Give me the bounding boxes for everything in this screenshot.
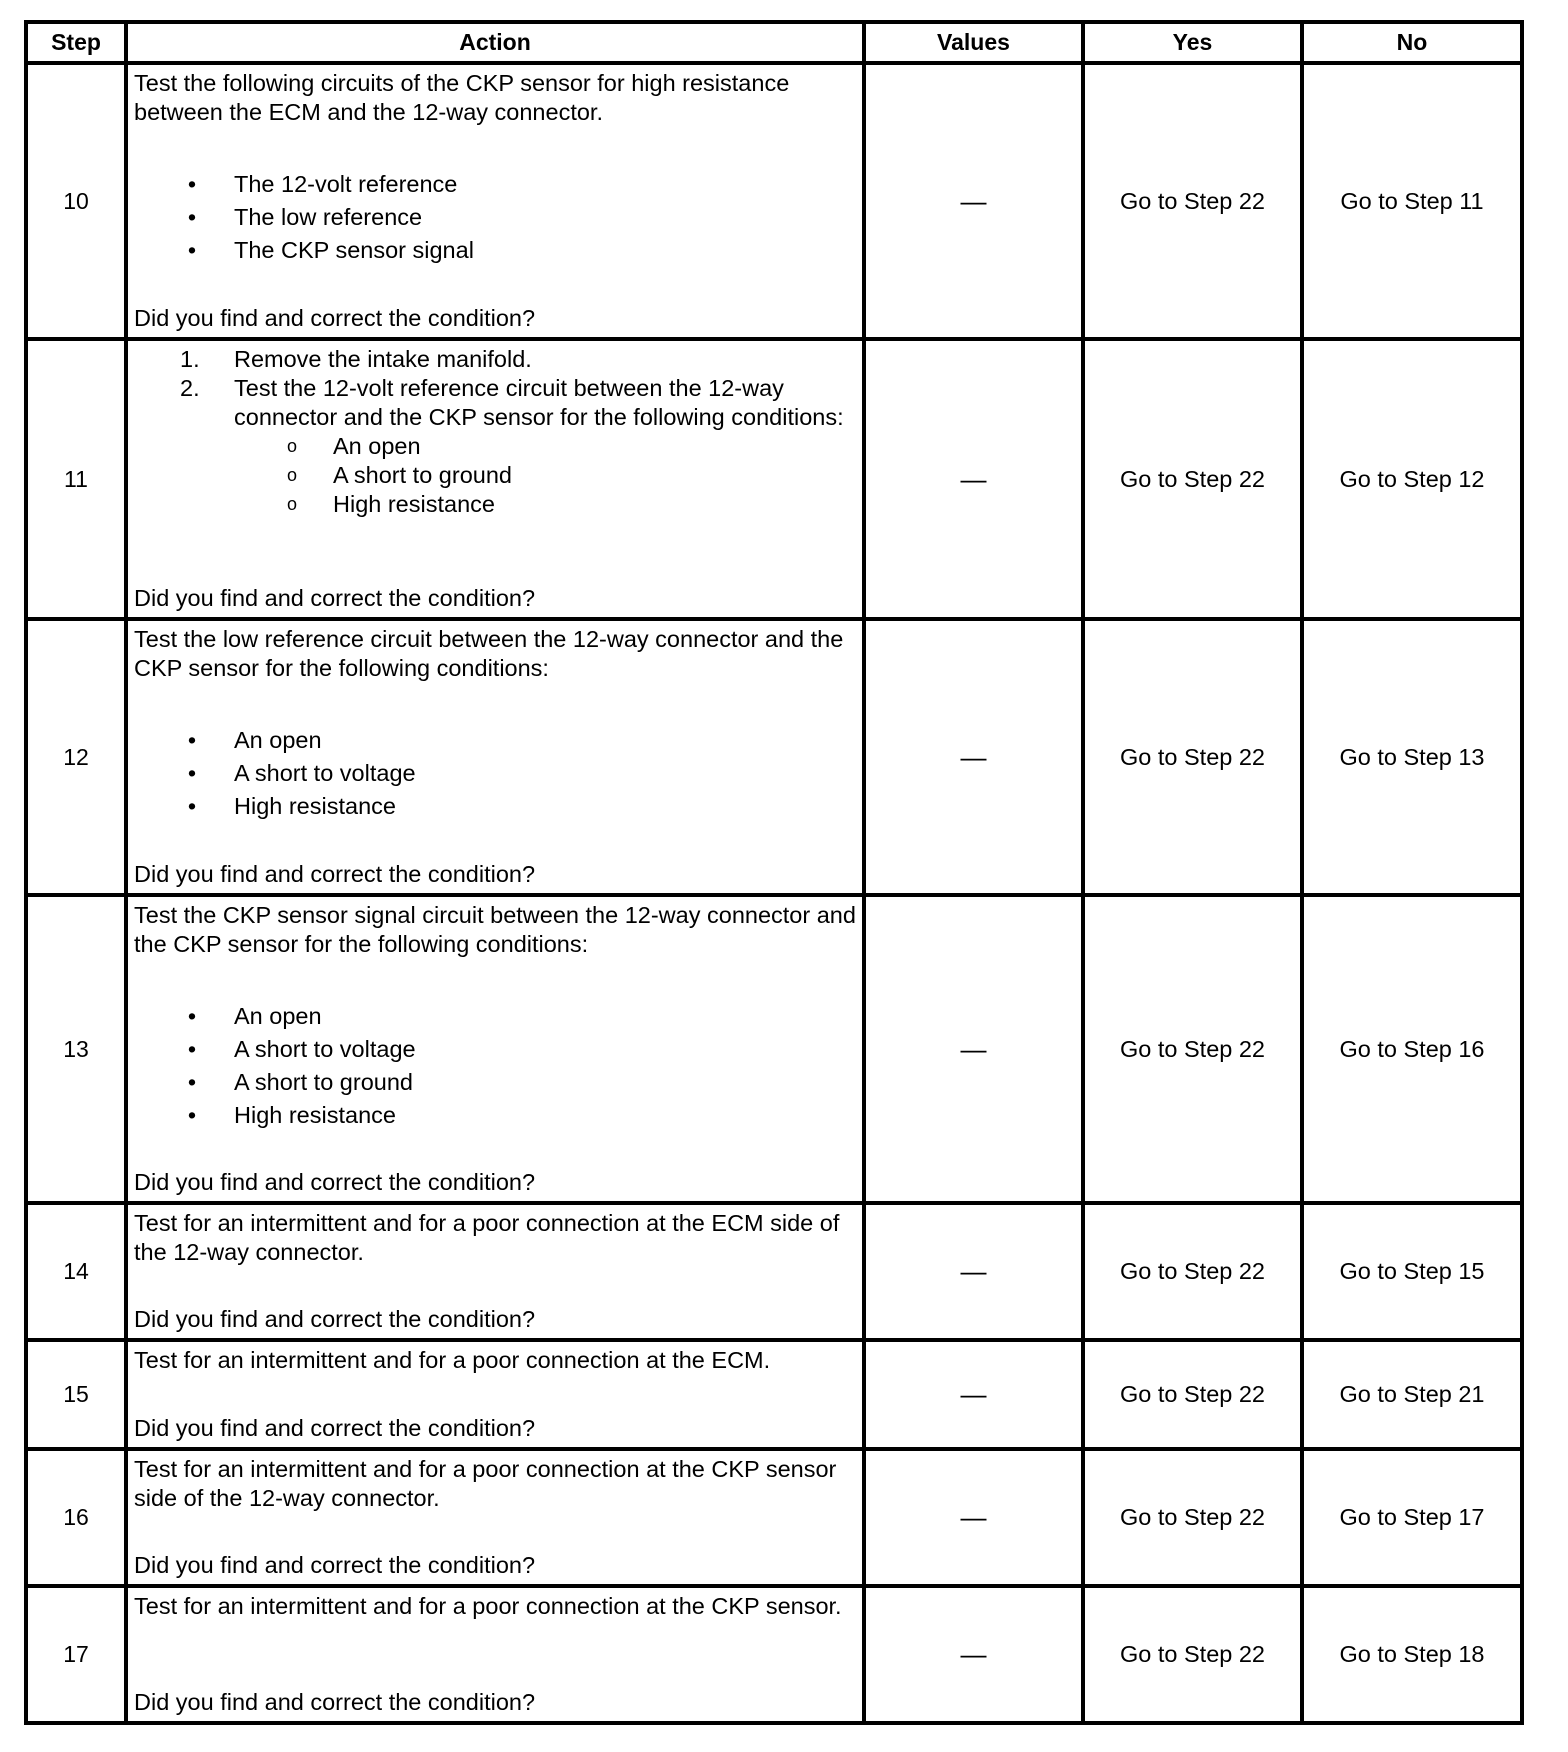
table-row: [26, 339, 1522, 619]
yes-cell: Go to Step 22: [1083, 1340, 1302, 1449]
step-number: 16: [26, 1449, 126, 1586]
bullet-list: [134, 726, 858, 821]
yes-cell: Go to Step 22: [1083, 895, 1302, 1203]
step-number: 12: [26, 619, 126, 895]
action-question: Did you find and correct the condition?: [134, 1169, 536, 1195]
list-item: 2. Test the 12-volt reference circuit between the 12-way connector and the CKP sensor for the following conditions:: [180, 375, 844, 430]
yes-cell: Go to Step 22: [1083, 339, 1302, 619]
numbered-list: [134, 345, 858, 432]
action-intro: Test the low reference circuit between the 12-way connector and the CKP sensor for the following conditions:: [134, 626, 844, 681]
header-action: Action: [126, 22, 864, 63]
table-row: [26, 895, 1522, 1203]
header-no: No: [1302, 22, 1522, 63]
list-item: • The CKP sensor signal: [187, 237, 474, 263]
values-cell: —: [864, 619, 1083, 895]
values-cell: —: [864, 1203, 1083, 1340]
no-cell: Go to Step 16: [1302, 895, 1522, 1203]
values-cell: —: [864, 895, 1083, 1203]
action-intro: Test for an intermittent and for a poor connection at the CKP sensor.: [134, 1593, 842, 1619]
values-cell: —: [864, 63, 1083, 339]
step-number: 15: [26, 1340, 126, 1449]
table-row: [26, 619, 1522, 895]
list-item: • The 12-volt reference: [187, 171, 458, 197]
list-item: • A short to ground: [187, 1069, 413, 1095]
list-item: o An open: [286, 433, 421, 459]
list-item: 1. Remove the intake manifold.: [180, 346, 532, 372]
header-step: Step: [26, 22, 126, 63]
action-question: Did you find and correct the condition?: [134, 305, 536, 331]
values-cell: —: [864, 1449, 1083, 1586]
action-cell: [126, 1586, 864, 1723]
values-cell: —: [864, 1586, 1083, 1723]
no-cell: Go to Step 15: [1302, 1203, 1522, 1340]
table-row: [26, 1340, 1522, 1449]
step-number: 17: [26, 1586, 126, 1723]
action-cell: [126, 1449, 864, 1586]
header-yes: Yes: [1083, 22, 1302, 63]
list-item: • High resistance: [187, 793, 396, 819]
header-row: [26, 22, 1522, 63]
values-cell: —: [864, 339, 1083, 619]
list-item: • An open: [187, 1003, 322, 1029]
action-intro: Test the following circuits of the CKP sensor for high resistance between the ECM and the 12-way connector.: [134, 70, 790, 125]
list-item: • A short to voltage: [187, 760, 416, 786]
yes-cell: Go to Step 22: [1083, 1203, 1302, 1340]
table-row: [26, 1586, 1522, 1723]
action-intro: Test the CKP sensor signal circuit between the 12-way connector and the CKP sensor for the following conditions:: [134, 902, 856, 957]
diagnostic-table: [24, 20, 1524, 1725]
action-question: Did you find and correct the condition?: [134, 861, 536, 887]
action-question: Did you find and correct the condition?: [134, 1689, 536, 1715]
header-values: Values: [864, 22, 1083, 63]
action-intro: Test for an intermittent and for a poor connection at the ECM side of the 12-way connector.: [134, 1210, 840, 1265]
list-item: o High resistance: [286, 491, 495, 517]
action-cell: [126, 63, 864, 339]
action-question: Did you find and correct the condition?: [134, 1306, 536, 1332]
sub-list: [134, 432, 858, 519]
action-question: Did you find and correct the condition?: [134, 1415, 536, 1441]
action-cell: [126, 339, 864, 619]
action-question: Did you find and correct the condition?: [134, 1552, 536, 1578]
step-number: 10: [26, 63, 126, 339]
yes-cell: Go to Step 22: [1083, 619, 1302, 895]
yes-cell: Go to Step 22: [1083, 1586, 1302, 1723]
table-row: [26, 63, 1522, 339]
step-number: 13: [26, 895, 126, 1203]
bullet-list: [134, 170, 858, 265]
action-cell: [126, 895, 864, 1203]
yes-cell: Go to Step 22: [1083, 1449, 1302, 1586]
no-cell: Go to Step 18: [1302, 1586, 1522, 1723]
list-item: • A short to voltage: [187, 1036, 416, 1062]
yes-cell: Go to Step 22: [1083, 63, 1302, 339]
bullet-list: [134, 1002, 858, 1130]
step-number: 11: [26, 339, 126, 619]
step-number: 14: [26, 1203, 126, 1340]
action-cell: [126, 1203, 864, 1340]
table-row: [26, 1449, 1522, 1586]
no-cell: Go to Step 11: [1302, 63, 1522, 339]
list-item: • High resistance: [187, 1102, 396, 1128]
action-intro: Test for an intermittent and for a poor connection at the CKP sensor side of the 12-way connector.: [134, 1456, 837, 1511]
values-cell: —: [864, 1340, 1083, 1449]
list-item: • The low reference: [187, 204, 423, 230]
table-row: [26, 1203, 1522, 1340]
list-item: o A short to ground: [286, 462, 512, 488]
action-question: Did you find and correct the condition?: [134, 585, 536, 611]
action-cell: [126, 1340, 864, 1449]
no-cell: Go to Step 12: [1302, 339, 1522, 619]
no-cell: Go to Step 17: [1302, 1449, 1522, 1586]
action-cell: [126, 619, 864, 895]
no-cell: Go to Step 21: [1302, 1340, 1522, 1449]
action-intro: Test for an intermittent and for a poor connection at the ECM.: [134, 1347, 771, 1373]
list-item: • An open: [187, 727, 322, 753]
no-cell: Go to Step 13: [1302, 619, 1522, 895]
